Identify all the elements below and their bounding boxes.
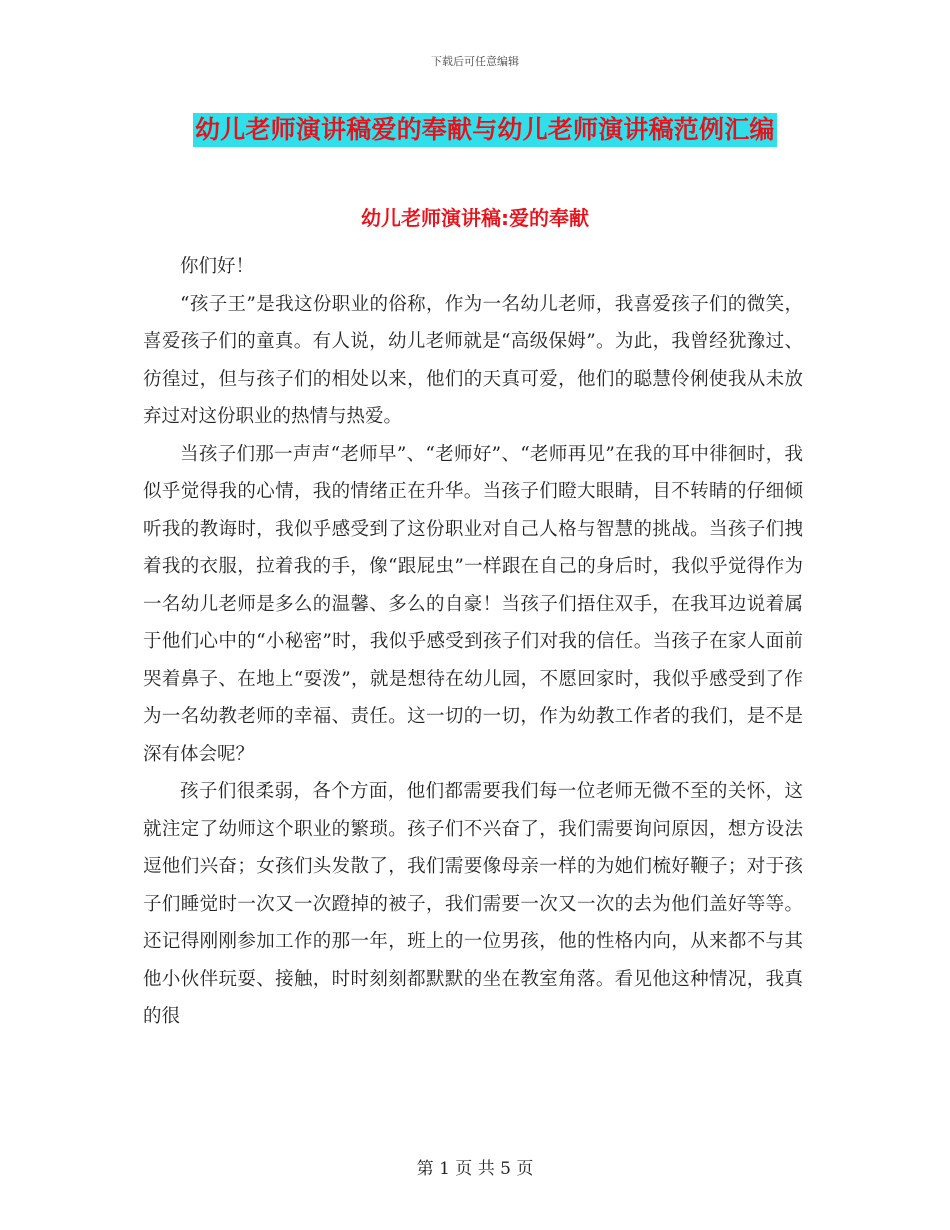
page-footer: 第 1 页 共 5 页 [416, 1159, 534, 1179]
paragraph: 孩子们很柔弱，各个方面，他们都需要我们每一位老师无微不至的关怀，这就注定了幼师这个职业的繁琐。孩子们不兴奋了，我们需要询问原因，想方设法逗他们兴奋；女孩们头发散了，我们需要像母亲一样的为她们梳好鞭子；对于孩子们睡觉时一次又一次蹬掉的被子，我们需要一次又一次的去为他们盖好等等。还记得刚刚参加工作的那一年，班上的一位男孩，他的性格内向，从来都不与其他小伙伴玩耍、接触，时时刻刻都默默的坐在教室角落。看见他这种情况，我真的很 [143, 781, 803, 1027]
paragraph-greeting: 你们好！ [180, 256, 255, 277]
document-subtitle: 幼儿老师演讲稿:爱的奉献 [361, 206, 589, 230]
document-title: 幼儿老师演讲稿爱的奉献与幼儿老师演讲稿范例汇编 [193, 113, 777, 147]
header-note: 下载后可任意编辑 [431, 55, 519, 68]
paragraph: “孩子王”是我这份职业的俗称，作为一名幼儿老师，我喜爱孩子们的微笑，喜爱孩子们的童真。有人说，幼儿老师就是“高级保姆”。为此，我曾经犹豫过、彷徨过，但与孩子们的相处以来，他们的天真可爱，他们的聪慧伶俐使我从未放弃过对这份职业的热情与热爱。 [143, 293, 803, 427]
paragraph: 当孩子们那一声声“老师早”、“老师好”、“老师再见”在我的耳中徘徊时，我似乎觉得我的心情，我的情绪正在升华。当孩子们瞪大眼睛，目不转睛的仔细倾听我的教诲时，我似乎感受到了这份职业对自己人格与智慧的挑战。当孩子们拽着我的衣服，拉着我的手，像“跟屁虫”一样跟在自己的身后时，我似乎觉得作为一名幼儿老师是多么的温馨、多么的自豪！当孩子们捂住双手，在我耳边说着属于他们心中的“小秘密”时，我似乎感受到孩子们对我的信任。当孩子在家人面前哭着鼻子、在地上“耍泼”，就是想待在幼儿园，不愿回家时，我似乎感受到了作为一名幼教老师的幸福、责任。这一切的一切，作为幼教工作者的我们，是不是深有体会呢？ [143, 443, 803, 765]
document-body [143, 248, 803, 1036]
